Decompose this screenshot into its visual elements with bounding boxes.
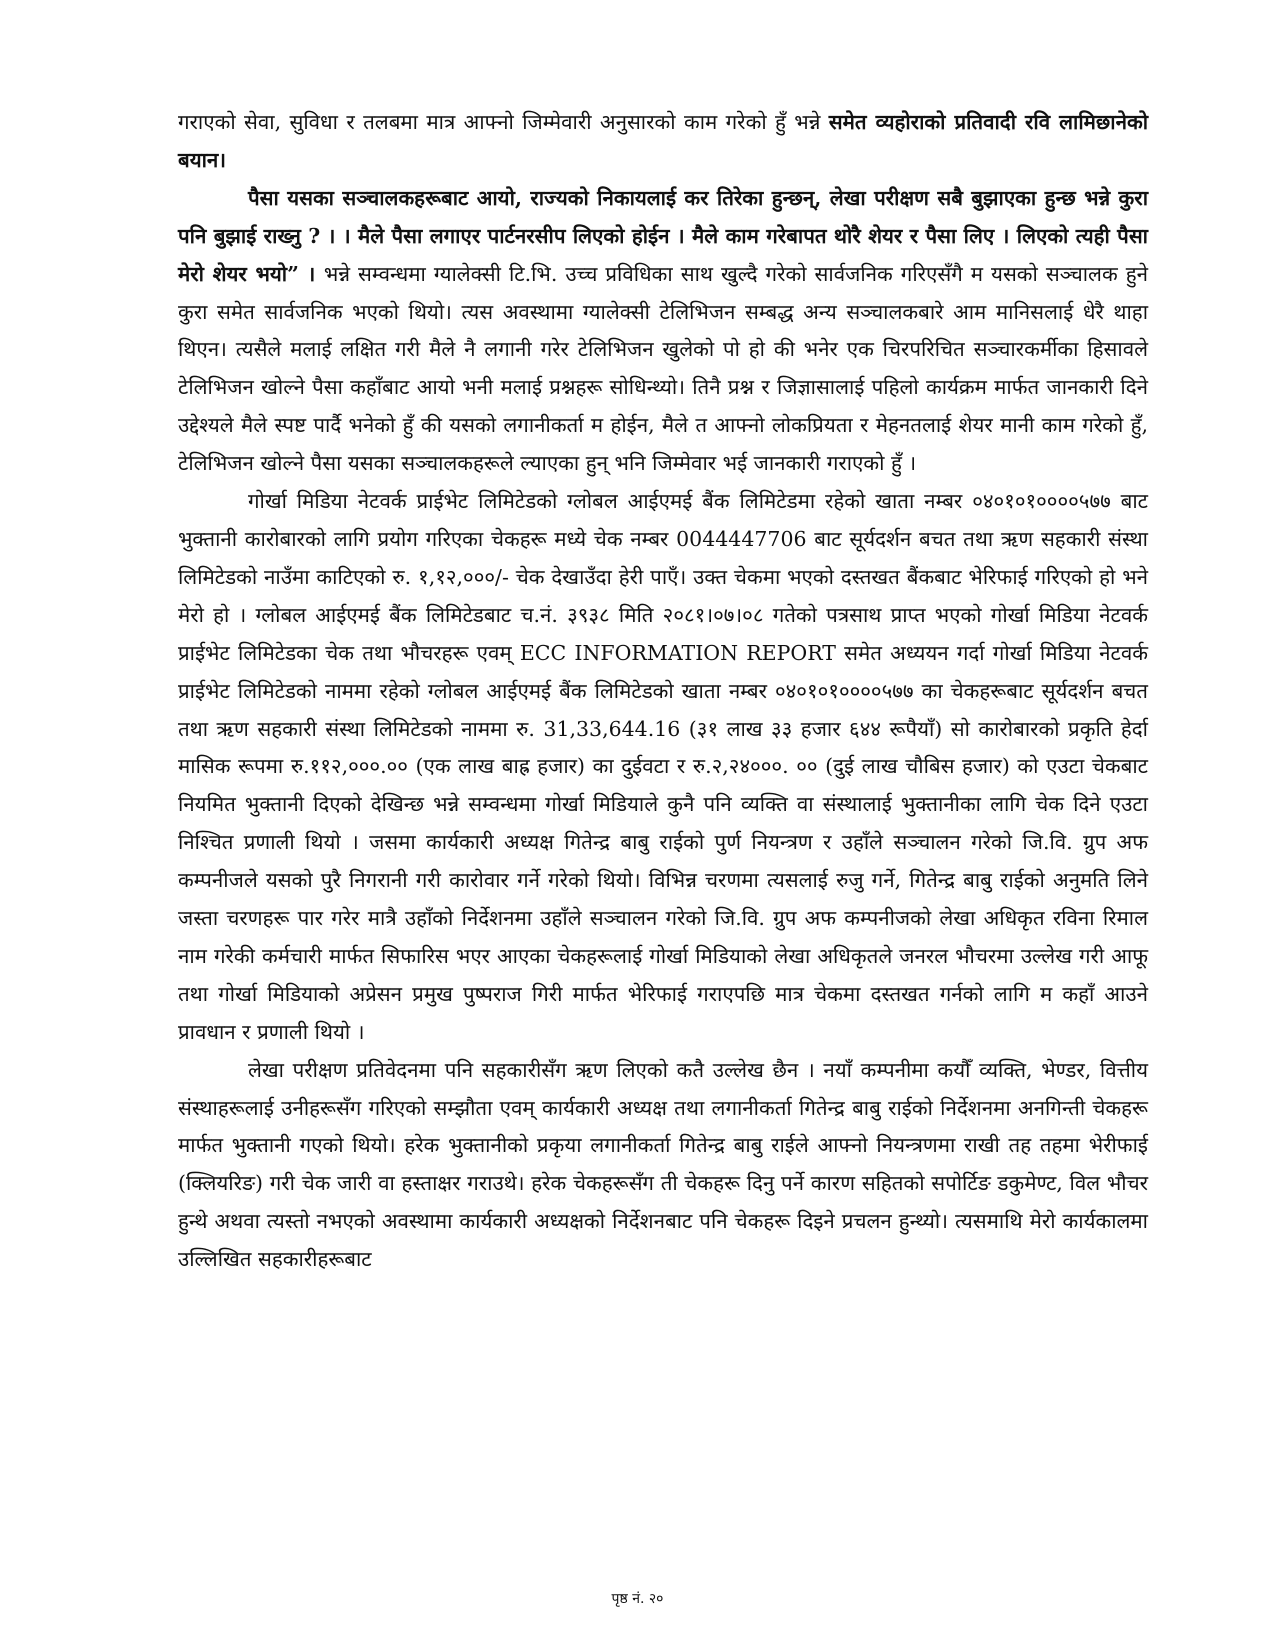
paragraph-statement-summary — [178, 104, 1148, 180]
statement-text: गराएको सेवा, सुविधा र तलबमा मात्र आफ्नो जिम्मेवारी अनुसारको काम गरेको हुँ भन्ने — [178, 110, 829, 134]
quoted-statement-bold: पैसा यसका सञ्चालकहरूबाट आयो, राज्यको निकायलाई कर तिरेका हुन्छन्, लेखा परीक्षण सबै बुझाएका हुन्छ भन्ने कुरा पनि बुझाई राख्नु ? । । मैले पैसा लगाएर पार्टनरसीप लिएको होईन । मैले काम गरेबापत थोरै शेयर र पैसा लिए । लिएको त्यही पैसा मेरो शेयर भयो” । — [178, 185, 1148, 286]
statement-heading-bold: समेत व्यहोराको प्रतिवादी रवि लामिछानेको बयान। — [178, 110, 1149, 172]
paragraph-quote-and-response — [178, 180, 1148, 483]
cheque-transactions-text: गोर्खा मिडिया नेटवर्क प्राईभेट लिमिटेडको ग्लोबल आईएमई बैंक लिमिटेडमा रहेको खाता नम्बर ०४०१०१००००५७७ बाट भुक्तानी कारोबारको लागि प्रयोग गरिएका चेकहरू मध्ये चेक नम्बर 0044447706 बाट सूर्यदर्शन बचत तथा ऋण सहकारी संस्था लिमिटेडको नाउँमा काटिएको रु. १,१२,०००/- चेक देखाउँदा हेरी पाएँ। उक्त चेकमा भएको दस्तखत बैंकबाट भेरिफाई गरिएको हो भने मेरो हो । ग्लोबल आईएमई बैंक लिमिटेडबाट च.नं. ३९३८ मिति २०८१।०७।०८ गतेको पत्रसाथ प्राप्त भएको गोर्खा मिडिया नेटवर्क प्राईभेट लिमिटेडका चेक तथा भौचरहरू एवम् ECC INFORMATION REPORT समेत अध्ययन गर्दा गोर्खा मिडिया नेटवर्क प्राईभेट लिमिटेडको नाममा रहेको ग्लोबल आईएमई बैंक लिमिटेडको खाता नम्बर ०४०१०१००००५७७ का चेकहरूबाट सूर्यदर्शन बचत तथा ऋण सहकारी संस्था लिमिटेडको नाममा रु. 31,33,644.16 (३१ लाख ३३ हजार ६४४ रूपैयाँ) सो कारोबारको प्रकृति हेर्दा मासिक रूपमा रु.११२,०००.०० (एक लाख बाह्र हजार) का दुईवटा र रु.२,२४०००. ०० (दुई लाख चौबिस हजार) को एउटा चेकबाट नियमित भुक्तानी दिएको देखिन्छ भन्ने सम्वन्धमा गोर्खा मिडियाले कुनै पनि व्यक्ति वा संस्थालाई भुक्तानीका लागि चेक दिने एउटा निश्चित प्रणाली थियो । जसमा कार्यकारी अध्यक्ष गितेन्द्र बाबु राईको पुर्ण नियन्त्रण र उहाँले सञ्चालन गरेको जि.वि. ग्रुप अफ कम्पनीजले यसको पुरै निगरानी गरी कारोवार गर्ने गरेको थियो। विभिन्न चरणमा त्यसलाई रुजु गर्ने, गितेन्द्र बाबु राईको अनुमति लिने जस्ता चरणहरू पार गरेर मात्रै उहाँको निर्देशनमा उहाँले सञ्चालन गरेको जि.वि. ग्रुप अफ कम्पनीजको लेखा अधिकृत रविना रिमाल नाम गरेकी कर्मचारी मार्फत सिफारिस भएर आएका चेकहरूलाई गोर्खा मिडियाको लेखा अधिकृतले जनरल भौचरमा उल्लेख गरी आफू तथा गोर्खा मिडियाको अप्रेसन प्रमुख पुष्पराज गिरी मार्फत भेरिफाई गराएपछि मात्र चेकमा दस्तखत गर्नको लागि म कहाँ आउने प्रावधान र प्रणाली थियो । — [178, 489, 1148, 1044]
response-text: भन्ने सम्वन्धमा ग्यालेक्सी टि.भि. उच्च प्रविधिका साथ खुल्दै गरेको सार्वजनिक गरिएसँगै म यसको सञ्चालक हुने कुरा समेत सार्वजनिक भएको थियो। त्यस अवस्थामा ग्यालेक्सी टेलिभिजन सम्बद्ध अन्य सञ्चालकबारे आम मानिसलाई धेरै थाहा थिएन। त्यसैले मलाई लक्षित गरी मैले नै लगानी गरेर टेलिभिजन खुलेको पो हो की भनेर एक चिरपरिचित सञ्चारकर्मीका हिसावले टेलिभिजन खोल्ने पैसा कहाँबाट आयो भनी मलाई प्रश्नहरू सोधिन्थ्यो। तिनै प्रश्न र जिज्ञासालाई पहिलो कार्यक्रम मार्फत जानकारी दिने उद्देश्यले मैले स्पष्ट पार्दै भनेको हुँ की यसको लगानीकर्ता म होईन, मैले त आफ्नो लोकप्रियता र मेहनतलाई शेयर मानी काम गरेको हुँ, टेलिभिजन खोल्ने पैसा यसका सञ्चालकहरूले ल्याएका हुन् भनि जिम्मेवार भई जानकारी गराएको हुँ । — [178, 261, 1148, 476]
document-body — [178, 104, 1148, 1279]
paragraph-audit-report — [178, 1052, 1148, 1279]
page-number: पृष्ठ नं. २० — [611, 1591, 664, 1607]
audit-report-text: लेखा परीक्षण प्रतिवेदनमा पनि सहकारीसँग ऋण लिएको कतै उल्लेख छैन । नयाँ कम्पनीमा कयौँ व्यक्ति, भेण्डर, वित्तीय संस्थाहरूलाई उनीहरूसँग गरिएको सम्झौता एवम् कार्यकारी अध्यक्ष तथा लगानीकर्ता गितेन्द्र बाबु राईको निर्देशनमा अनगिन्ती चेकहरू मार्फत भुक्तानी गएको थियो। हरेक भुक्तानीको प्रकृया लगानीकर्ता गितेन्द्र बाबु राईले आफ्नो नियन्त्रणमा राखी तह तहमा भेरीफाई (क्लियरिङ) गरी चेक जारी वा हस्ताक्षर गराउथे। हरेक चेकहरूसँग ती चेकहरू दिनु पर्ने कारण सहितको सपोर्टिङ डकुमेण्ट, विल भौचर हुन्थे अथवा त्यस्तो नभएको अवस्थामा कार्यकारी अध्यक्षको निर्देशनबाट पनि चेकहरू दिइने प्रचलन हुन्थ्यो। त्यसमाथि मेरो कार्यकालमा उल्लिखित सहकारीहरूबाट — [178, 1057, 1148, 1272]
paragraph-cheque-transactions — [178, 483, 1148, 1052]
